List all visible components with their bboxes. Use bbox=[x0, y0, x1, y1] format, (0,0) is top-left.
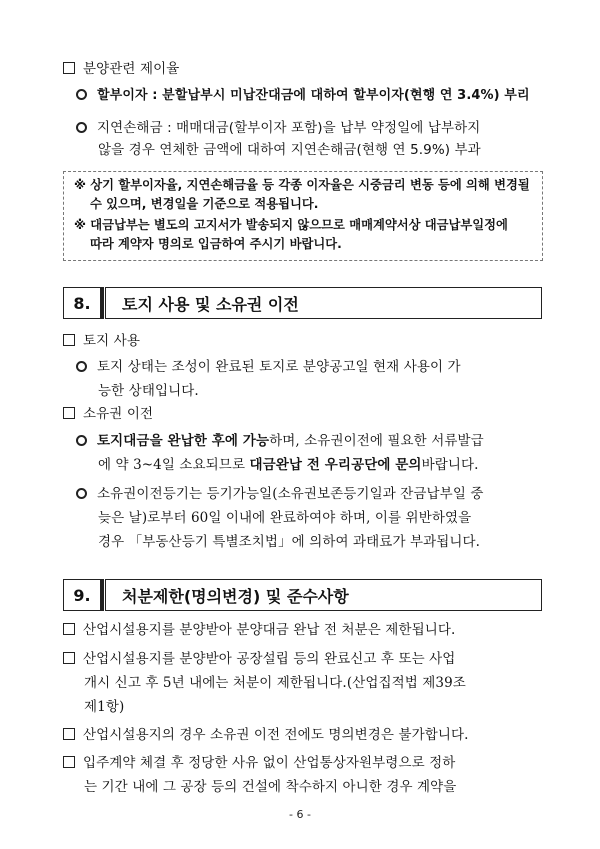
section-9-title: 처분제한(명의변경) 및 준수사항 bbox=[105, 579, 542, 611]
item-installment-interest: 할부이자 : 분할납부시 미납잔대금에 대하여 할부이자(현행 연 3.4%) 부리 bbox=[76, 86, 530, 106]
item-late-fee: 지연손해금 : 매매대금(할부이자 포함)을 납부 약정일에 납부하지 bbox=[76, 118, 480, 138]
circle-bullet-icon bbox=[76, 435, 87, 446]
circle-bullet-icon bbox=[76, 361, 87, 372]
item-full-payment: 토지대금을 완납한 후에 가능하며, 소유권이전에 필요한 서류발급 bbox=[76, 431, 484, 451]
item-registration-cont-2: 경우 「부동산등기 특별조치법」에 의하여 과태료가 부과됩니다. bbox=[98, 534, 481, 550]
item-land-condition-cont: 능한 상태입니다. bbox=[98, 383, 199, 399]
item-registration: 소유권이전등기는 등기가능일(소유권보존등기일과 잔금납부일 중 bbox=[76, 484, 484, 504]
section-8-number: 8. bbox=[63, 287, 101, 319]
notice-1-line-2: 수 있으며, 변경일을 기준으로 적용됩니다. bbox=[90, 197, 319, 211]
item-construction-start: 입주계약 체결 후 정당한 사유 없이 산업통상자원부령으로 정하 bbox=[63, 753, 455, 773]
checkbox-square-icon bbox=[63, 407, 75, 419]
checkbox-square-icon bbox=[63, 334, 75, 346]
notice-1-line-1: ※ 상기 할부이자율, 지연손해금율 등 각종 이자율은 시중금리 변동 등에 의해 변경될 bbox=[74, 178, 530, 192]
item-registration-cont-1: 늦은 날)로부터 60일 이내에 완료하여야 하며, 이를 위반하였을 bbox=[98, 510, 472, 526]
checkbox-square-icon bbox=[63, 756, 75, 768]
checkbox-square-icon bbox=[63, 62, 75, 74]
checkbox-square-icon bbox=[63, 728, 75, 740]
circle-bullet-icon bbox=[76, 122, 87, 133]
circle-bullet-icon bbox=[76, 89, 87, 100]
heading-rate: 분양관련 제이율 bbox=[63, 59, 179, 79]
item-name-change: 산업시설용지의 경우 소유권 이전 전에도 명의변경은 불가합니다. bbox=[63, 725, 469, 745]
notice-2-line-1: ※ 대금납부는 별도의 고지서가 발송되지 않으므로 매매계약서상 대금납부일정에 bbox=[74, 218, 508, 232]
notice-2-line-2: 따라 계약자 명의로 입금하여 주시기 바랍니다. bbox=[90, 237, 342, 251]
item-disposal-5-years: 산업시설용지를 분양받아 공장설립 등의 완료신고 후 또는 사업 bbox=[63, 649, 455, 669]
section-9-number: 9. bbox=[63, 579, 101, 611]
checkbox-square-icon bbox=[63, 652, 75, 664]
item-full-payment-cont: 에 약 3~4일 소요되므로 대금완납 전 우리공단에 문의바랍니다. bbox=[98, 457, 479, 473]
circle-bullet-icon bbox=[76, 488, 87, 499]
item-land-condition: 토지 상태는 조성이 완료된 토지로 분양공고일 현재 사용이 가 bbox=[76, 357, 461, 377]
item-disposal-5-years-cont-2: 제1항) bbox=[84, 699, 125, 715]
section-8-title: 토지 사용 및 소유권 이전 bbox=[105, 287, 542, 319]
item-late-fee-cont: 않을 경우 연체한 금액에 대하여 지연손해금(현행 연 5.9%) 부과 bbox=[98, 142, 481, 158]
checkbox-square-icon bbox=[63, 623, 75, 635]
page-number: - 6 - bbox=[289, 808, 311, 821]
item-construction-start-cont: 는 기간 내에 그 공장 등의 건설에 착수하지 아니한 경우 계약을 bbox=[84, 779, 457, 795]
subheading-ownership-transfer: 소유권 이전 bbox=[63, 404, 153, 424]
subheading-land-use: 토지 사용 bbox=[63, 331, 140, 351]
item-disposal-before-payment: 산업시설용지를 분양받아 분양대금 완납 전 처분은 제한됩니다. bbox=[63, 620, 455, 640]
item-disposal-5-years-cont-1: 개시 신고 후 5년 내에는 처분이 제한됩니다.(산업집적법 제39조 bbox=[84, 675, 466, 691]
